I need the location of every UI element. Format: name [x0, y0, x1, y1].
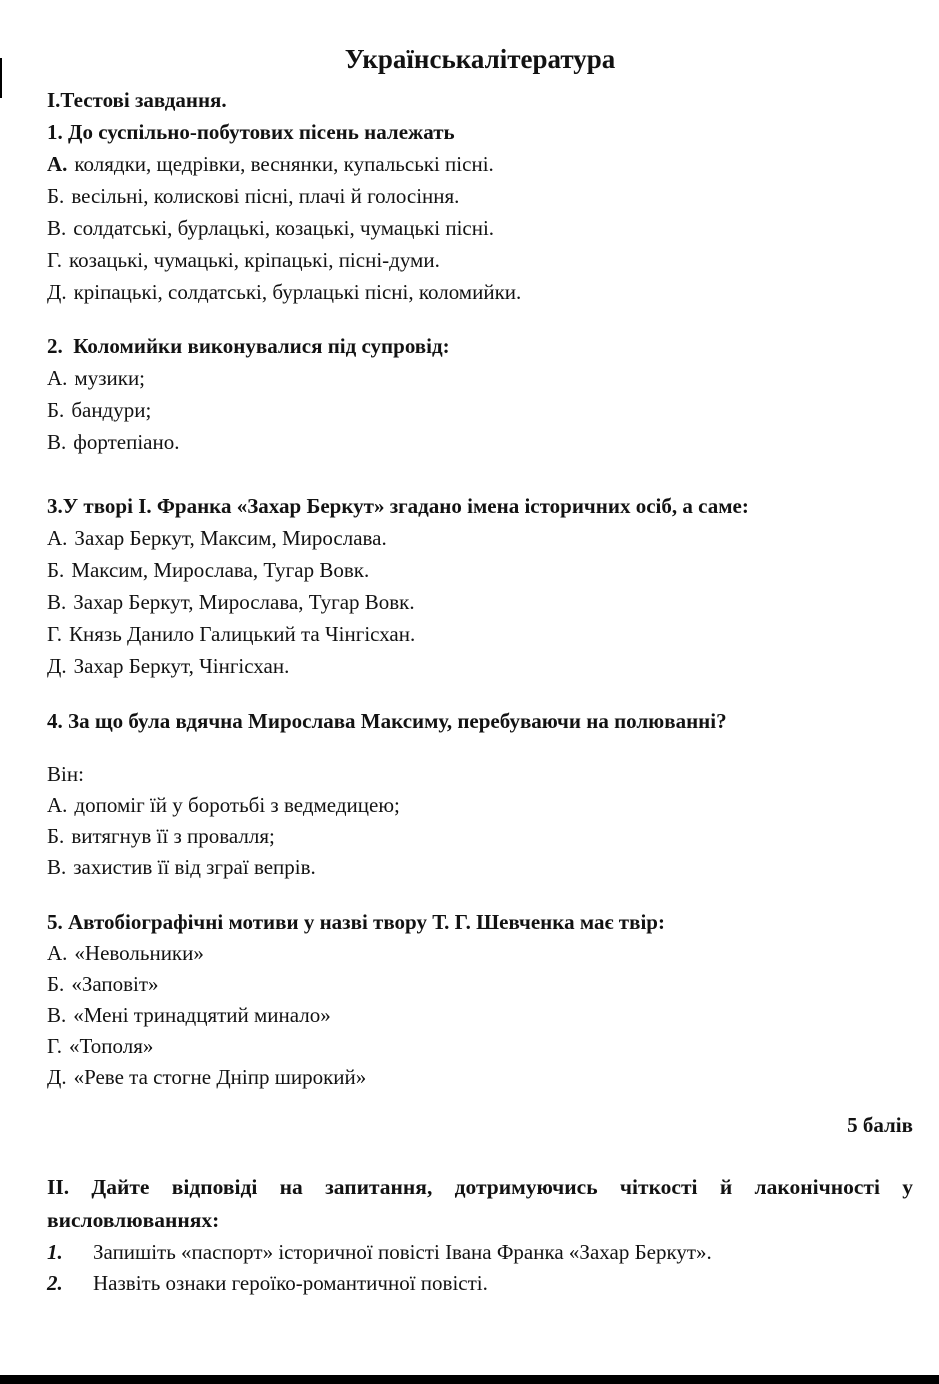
option-letter: Д.	[47, 280, 67, 304]
part2-item	[47, 1268, 913, 1299]
option-letter: А.	[47, 526, 68, 550]
answer-option	[47, 1000, 913, 1031]
answer-option	[47, 212, 913, 244]
part2-heading-line2: висловлюваннях:	[47, 1208, 220, 1232]
question-title: 2. Коломийки виконувалися під супровід:	[47, 334, 450, 358]
question-1	[47, 116, 913, 308]
item-number: 1.	[47, 1240, 63, 1264]
question-title: 3.У творі І. Франка «Захар Беркут» згадано імена історичних осіб, а саме:	[47, 494, 749, 518]
option-letter: В.	[47, 1003, 67, 1027]
option-text: колядки, щедрівки, веснянки, купальські пісні.	[74, 152, 494, 176]
question-title: 5. Автобіографічні мотиви у назві твору Т. Г. Шевченка має твір:	[47, 910, 665, 934]
option-letter: Б.	[47, 398, 65, 422]
option-letter: Б.	[47, 184, 65, 208]
question-3	[47, 490, 913, 682]
answer-option	[47, 180, 913, 212]
part2-section	[47, 1171, 913, 1299]
option-letter: А.	[47, 366, 68, 390]
option-text: «Заповіт»	[71, 972, 159, 996]
option-text: бандури;	[71, 398, 152, 422]
option-letter: Д.	[47, 654, 67, 678]
scan-edge-artifact	[0, 58, 2, 98]
option-text: весільні, колискові пісні, плачі й голосіння.	[71, 184, 460, 208]
option-text: музики;	[74, 366, 146, 390]
option-text: Князь Данило Галицький та Чінгісхан.	[69, 622, 416, 646]
answer-option	[47, 790, 913, 821]
option-text: «Невольники»	[74, 941, 204, 965]
answer-option	[47, 426, 913, 458]
question-5	[47, 907, 913, 1093]
answer-option	[47, 522, 913, 554]
answer-option	[47, 852, 913, 883]
option-text: допоміг їй у боротьбі з ведмедицею;	[74, 793, 400, 817]
option-letter: А.	[47, 941, 68, 965]
answer-option	[47, 148, 913, 180]
answer-option	[47, 1031, 913, 1062]
answer-option	[47, 969, 913, 1000]
option-text: солдатські, бурлацькі, козацькі, чумацькі пісні.	[73, 216, 495, 240]
option-letter: Г.	[47, 1034, 63, 1058]
option-letter: Г.	[47, 248, 63, 272]
answer-option	[47, 586, 913, 618]
option-letter: В.	[47, 216, 67, 240]
option-letter: Г.	[47, 622, 63, 646]
option-letter: Б.	[47, 558, 65, 582]
option-text: «Реве та стогне Дніпр широкий»	[73, 1065, 367, 1089]
question-lead: Він:	[47, 762, 84, 786]
answer-option	[47, 362, 913, 394]
option-letter: А.	[47, 793, 68, 817]
option-letter: В.	[47, 430, 67, 454]
option-letter: Б.	[47, 824, 65, 848]
option-text: Максим, Мирослава, Тугар Вовк.	[71, 558, 370, 582]
option-text: «Мені тринадцятий минало»	[73, 1003, 331, 1027]
answer-option	[47, 276, 913, 308]
answer-option	[47, 554, 913, 586]
answer-option	[47, 618, 913, 650]
option-text: «Тополя»	[69, 1034, 154, 1058]
part2-heading-line1: ІІ. Дайте відповіді на запитання, дотримуючись чіткості й лаконічності у	[47, 1175, 913, 1199]
answer-option	[47, 821, 913, 852]
answer-option	[47, 650, 913, 682]
answer-option	[47, 394, 913, 426]
answer-option	[47, 938, 913, 969]
option-letter: В.	[47, 855, 67, 879]
score-label: 5 балів	[847, 1113, 913, 1137]
item-number: 2.	[47, 1271, 63, 1295]
option-text: кріпацькі, солдатські, бурлацькі пісні, коломийки.	[73, 280, 522, 304]
option-text: витягнув її з провалля;	[71, 824, 275, 848]
option-text: Захар Беркут, Мирослава, Тугар Вовк.	[73, 590, 415, 614]
option-text: фортепіано.	[73, 430, 180, 454]
part1-heading: І.Тестові завдання.	[47, 88, 227, 112]
item-text: Запишіть «паспорт» історичної повісті Івана Франка «Захар Беркут».	[93, 1240, 712, 1264]
option-letter: А.	[47, 152, 68, 176]
option-text: козацькі, чумацькі, кріпацькі, пісні-думи.	[69, 248, 440, 272]
item-text: Назвіть ознаки героїко-романтичної повісті.	[93, 1271, 488, 1295]
question-title: 4. За що була вдячна Мирослава Максиму, перебуваючи на полюванні?	[47, 709, 727, 733]
question-2	[47, 330, 913, 458]
part2-item	[47, 1237, 913, 1268]
document-title: Українськалітература	[344, 44, 616, 74]
answer-option	[47, 1062, 913, 1093]
question-title: 1. До суспільно-побутових пісень належать	[47, 120, 455, 144]
question-4	[47, 706, 913, 883]
answer-option	[47, 244, 913, 276]
option-letter: Д.	[47, 1065, 67, 1089]
option-letter: В.	[47, 590, 67, 614]
option-text: Захар Беркут, Чінгісхан.	[73, 654, 290, 678]
scan-bottom-bar	[0, 1375, 939, 1384]
option-letter: Б.	[47, 972, 65, 996]
option-text: захистив її від зграї вепрів.	[73, 855, 316, 879]
option-text: Захар Беркут, Максим, Мирослава.	[74, 526, 387, 550]
